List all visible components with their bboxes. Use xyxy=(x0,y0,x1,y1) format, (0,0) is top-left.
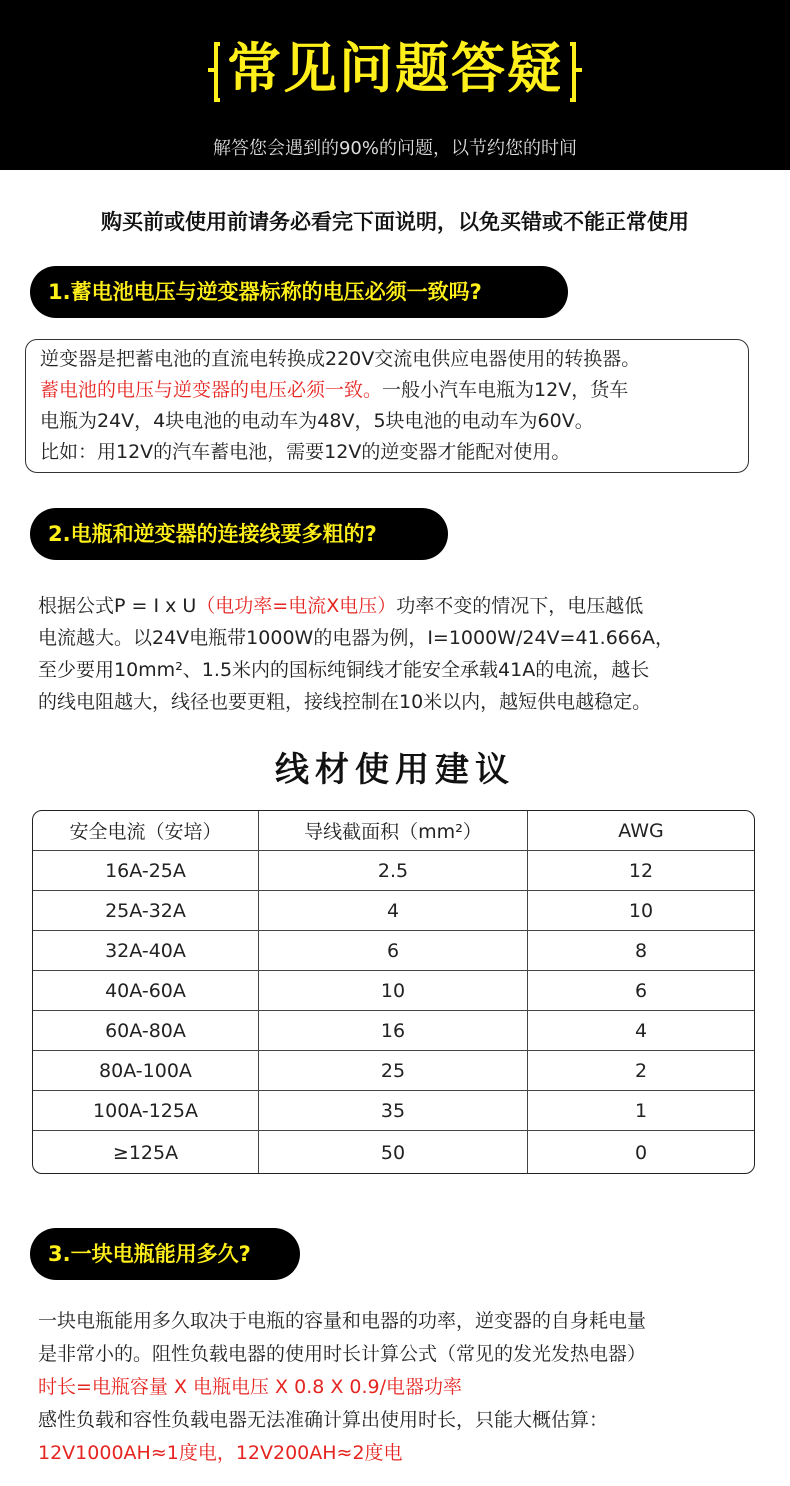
table-cell: 10 xyxy=(628,899,654,922)
table-header-cell: 安全电流（安培） xyxy=(33,811,259,850)
table-row xyxy=(33,971,754,1011)
page-subtitle: 解答您会遇到的90%的问题，以节约您的时间 xyxy=(212,138,577,159)
answer-2-line-3: 至少要用10mm²、1.5米内的国标纯铜线才能安全承载41A的电流，越长 xyxy=(38,659,650,681)
table-header-cell: AWG xyxy=(618,819,664,842)
wire-table xyxy=(32,810,755,1174)
table-cell: 25 xyxy=(259,1051,528,1090)
table-cell: 10 xyxy=(259,971,528,1010)
table-cell: 16A-25A xyxy=(33,851,259,890)
table-header-cell: 导线截面积（mm²） xyxy=(259,811,528,850)
answer-3-line-1: 一块电瓶能用多久取决于电瓶的容量和电器的功率，逆变器的自身耗电量 xyxy=(38,1310,647,1332)
table-row xyxy=(33,1091,754,1131)
table-cell: 16 xyxy=(259,1011,528,1050)
table-cell: 0 xyxy=(634,1142,648,1164)
question-1-heading: 1.蓄电池电压与逆变器标称的电压必须一致吗? xyxy=(30,266,568,318)
runtime-formula: 时长=电瓶容量 X 电瓶电压 X 0.8 X 0.9/电器功率 xyxy=(38,1376,463,1398)
answer-3-line-4: 感性负载和容性负载电器无法准确计算出使用时长，只能大概估算： xyxy=(38,1409,609,1431)
wire-table-title: 线材使用建议 xyxy=(275,750,515,790)
table-cell: 80A-100A xyxy=(33,1051,259,1090)
table-cell: 40A-60A xyxy=(33,971,259,1010)
answer-2-line-1 xyxy=(38,590,768,622)
table-row xyxy=(33,1051,754,1091)
table-cell: ≥125A xyxy=(33,1131,259,1174)
answer-1-box xyxy=(25,339,749,473)
table-cell: 60A-80A xyxy=(33,1011,259,1050)
table-cell: 8 xyxy=(634,939,648,962)
header-banner xyxy=(0,0,790,170)
answer-1-line-2-rest: 一般小汽车电瓶为12V，货车 xyxy=(382,379,629,401)
answer-1-line-2 xyxy=(40,375,748,406)
table-cell: 4 xyxy=(259,891,528,930)
answer-2-line-4: 的线电阻越大，线径也要更粗，接线控制在10米以内，越短供电越稳定。 xyxy=(38,691,652,713)
bracket-right-decoration xyxy=(570,42,576,102)
page-title: 常见问题答疑 xyxy=(227,37,563,100)
title-frame xyxy=(220,20,570,118)
table-cell: 2 xyxy=(634,1059,648,1082)
table-cell: 32A-40A xyxy=(33,931,259,970)
table-row xyxy=(33,891,754,931)
formula-highlight: （电功率=电流X电压） xyxy=(196,595,397,617)
dash-right-decoration xyxy=(572,68,582,72)
table-cell: 35 xyxy=(259,1091,528,1130)
table-cell: 25A-32A xyxy=(33,891,259,930)
table-cell: 100A-125A xyxy=(33,1091,259,1130)
answer-2-line-1-rest: 功率不变的情况下，电压越低 xyxy=(396,595,644,617)
answer-1-line-1: 逆变器是把蓄电池的直流电转换成220V交流电供应电器使用的转换器。 xyxy=(40,348,641,370)
answer-1-highlight: 蓄电池的电压与逆变器的电压必须一致。 xyxy=(40,379,383,401)
table-cell: 50 xyxy=(259,1131,528,1174)
table-row xyxy=(33,931,754,971)
table-cell: 6 xyxy=(259,931,528,970)
table-cell: 4 xyxy=(634,1019,648,1042)
answer-3-text xyxy=(38,1305,778,1470)
question-3-heading: 3.一块电瓶能用多久? xyxy=(30,1228,300,1280)
table-cell: 12 xyxy=(628,859,654,882)
answer-1-line-3: 电瓶为24V，4块电池的电动车为48V，5块电池的电动车为60V。 xyxy=(40,410,594,432)
answer-2-text xyxy=(38,590,768,718)
table-row xyxy=(33,851,754,891)
purchase-notice: 购买前或使用前请务必看完下面说明，以免买错或不能正常使用 xyxy=(101,210,689,234)
table-row xyxy=(33,1011,754,1051)
table-row xyxy=(33,1131,754,1174)
table-cell: 2.5 xyxy=(259,851,528,890)
answer-1-line-4: 比如：用12V的汽车蓄电池，需要12V的逆变器才能配对使用。 xyxy=(40,441,571,463)
table-cell: 1 xyxy=(634,1099,648,1122)
answer-3-line-2: 是非常小的。阻性负载电器的使用时长计算公式（常见的发光发热电器） xyxy=(38,1343,647,1365)
table-cell: 6 xyxy=(634,979,648,1002)
dash-left-decoration xyxy=(208,68,218,72)
formula-text: 根据公式P = I x U xyxy=(38,595,197,617)
table-header-row xyxy=(33,811,754,851)
capacity-estimate: 12V1000AH≈1度电，12V200AH≈2度电 xyxy=(38,1442,403,1464)
answer-2-line-2: 电流越大。以24V电瓶带1000W的电器为例，I=1000W/24V=41.666A， xyxy=(38,627,674,649)
question-2-heading: 2.电瓶和逆变器的连接线要多粗的? xyxy=(30,508,448,560)
